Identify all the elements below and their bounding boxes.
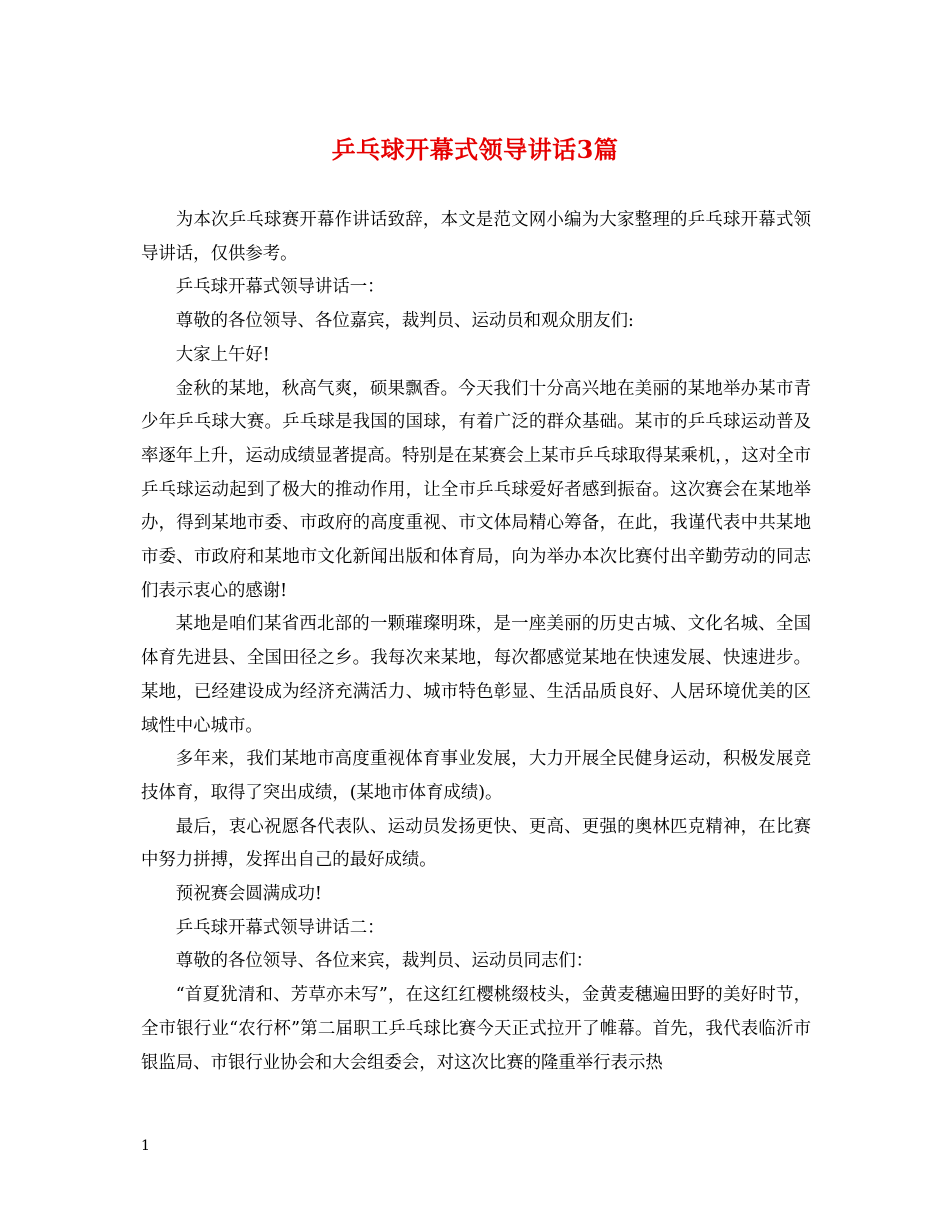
paragraph-autumn: 金秋的某地，秋高气爽，硕果飘香。今天我们十分高兴地在美丽的某地举办某市青少年乒乓球大赛。乒乓球是我国的国球，有着广泛的群众基础。某市的乒乓球运动普及率逐年上升，运动成绩显著提高。特别是在某赛会上某市乒乓球取得某乘机，，这对全市乒乓球运动起到了极大的推动作用，让全市乒乓球爱好者感到振奋。这次赛会在某地举办，得到某地市委、市政府的高度重视、市文体局精心筹备，在此，我谨代表中共某地市委、市政府和某地市文化新闻出版和体育局，向为举办本次比赛付出辛勤劳动的同志们表示衷心的感谢! bbox=[141, 378, 811, 601]
paragraph-city: 某地是咱们某省西北部的一颗璀璨明珠，是一座美丽的历史古城、文化名城、全国体育先进县、全国田径之乡。我每次来某地，每次都感觉某地在快速发展、快速进步。某地，已经建设成为经济充满活力、城市特色彰显、生活品质良好、人居环境优美的区域性中心城市。 bbox=[141, 614, 811, 736]
paragraph-achievements: 多年来，我们某地市高度重视体育事业发展，大力开展全民健身运动，积极发展竞技体育，取得了突出成绩，(某地市体育成绩)。 bbox=[141, 749, 811, 803]
paragraph-wishes: 最后，衷心祝愿各代表队、运动员发扬更快、更高、更强的奥林匹克精神，在比赛中努力拼搏，发挥出自己的最好成绩。 bbox=[141, 816, 811, 871]
document-title: 乒乓球开幕式领导讲话3篇 bbox=[331, 135, 619, 164]
paragraph-success: 预祝赛会圆满成功! bbox=[175, 884, 322, 905]
paragraph-greeting: 大家上午好! bbox=[175, 344, 270, 365]
paragraph-early-summer: “首夏犹清和、芳草亦未写”，在这红红樱桃缀枝头，金黄麦穗遍田野的美好时节，全市银行业“农行杯”第二届职工乒乓球比赛今天正式拉开了帷幕。首先，我代表临沂市银监局、市银行业协会和大会组委会，对这次比赛的隆重举行表示热 bbox=[141, 985, 811, 1073]
paragraph-salutation-one: 尊敬的各位领导、各位嘉宾，裁判员、运动员和观众朋友们: bbox=[175, 311, 634, 332]
page-number: 1 bbox=[141, 1138, 150, 1154]
paragraph-intro: 为本次乒乓球赛开幕作讲话致辞，本文是范文网小编为大家整理的乒乓球开幕式领导讲话，仅供参考。 bbox=[141, 210, 811, 264]
paragraph-speech-two-heading: 乒乓球开幕式领导讲话二： bbox=[175, 917, 385, 938]
paragraph-speech-one-heading: 乒乓球开幕式领导讲话一： bbox=[175, 277, 385, 298]
document-body bbox=[141, 204, 811, 1080]
paragraph-salutation-two: 尊敬的各位领导、各位来宾，裁判员、运动员同志们： bbox=[175, 951, 594, 972]
